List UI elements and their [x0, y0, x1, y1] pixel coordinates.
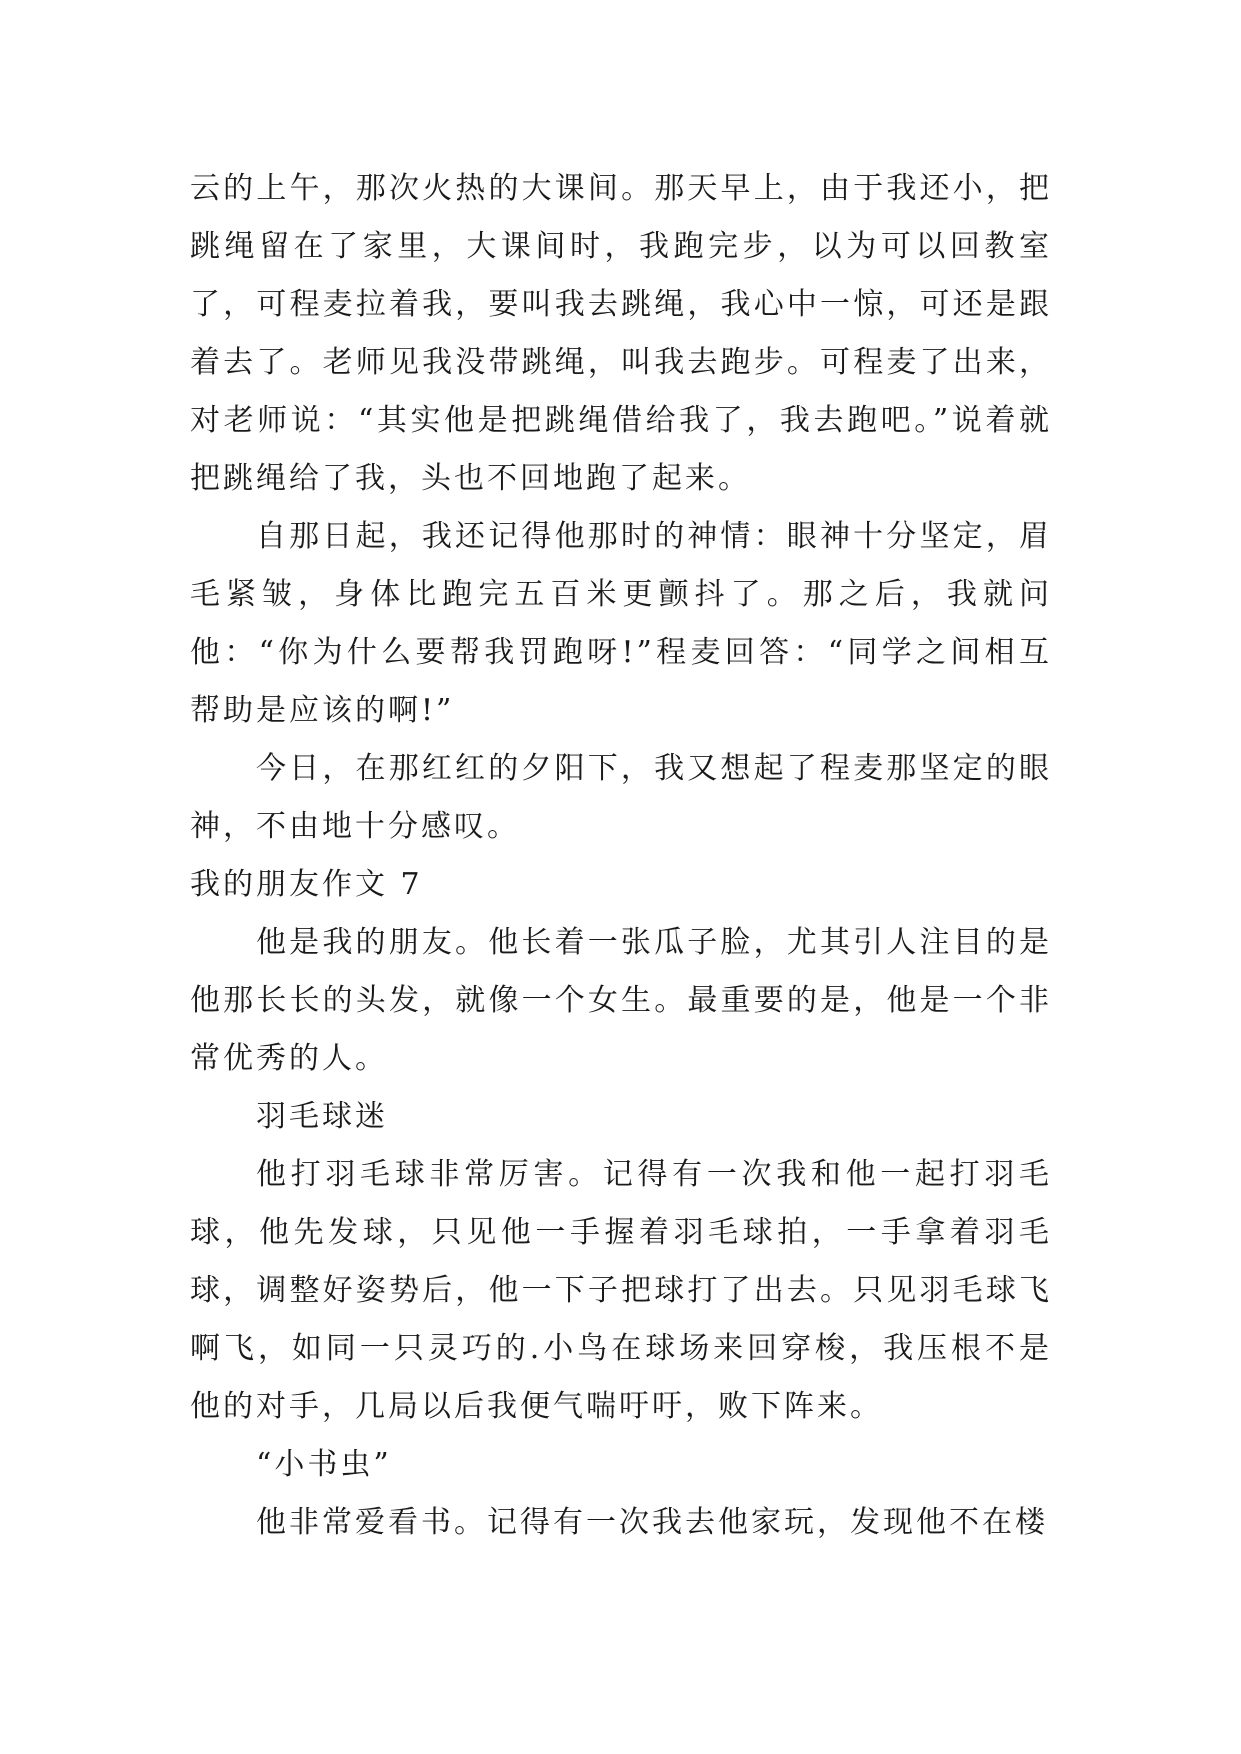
- paragraph-friend-intro: 他是我的朋友。他长着一张瓜子脸，尤其引人注目的是他那长长的头发，就像一个女生。最重要的是，他是一个非常优秀的人。: [190, 925, 1052, 1076]
- paragraph-sunset-reflection: 今日，在那红红的夕阳下，我又想起了程麦那坚定的眼神，不由地十分感叹。: [190, 751, 1052, 844]
- paragraph-recollection: 自那日起，我还记得他那时的神情：眼神十分坚定，眉毛紧皱，身体比跑完五百米更颤抖了。那之后，我就问他：“你为什么要帮我罚跑呀!”程麦回答：“同学之间相互帮助是应该的啊!”: [190, 519, 1052, 728]
- paragraph-badminton: 他打羽毛球非常厉害。记得有一次我和他一起打羽毛球，他先发球，只见他一手握着羽毛球拍，一手拿着羽毛球，调整好姿势后，他一下子把球打了出去。只见羽毛球飞啊飞，如同一只灵巧的.小鸟在球场来回穿梭，我压根不是他的对手，几局以后我便气喘吁吁，败下阵来。: [190, 1157, 1052, 1424]
- section-heading-bookworm: “小书虫”: [256, 1447, 392, 1482]
- document-body: [190, 160, 1052, 1552]
- paragraph-friend-story-ending: 云的上午，那次火热的大课间。那天早上，由于我还小，把跳绳留在了家里，大课间时，我跑完步，以为可以回教室了，可程麦拉着我，要叫我去跳绳，我心中一惊，可还是跟着去了。老师见我没带跳绳，叫我去跑步。可程麦了出来，对老师说：“其实他是把跳绳借给我了，我去跑吧。”说着就把跳绳给了我，头也不回地跑了起来。: [190, 171, 1052, 496]
- essay-title: 我的朋友作文 7: [190, 867, 423, 902]
- paragraph-bookworm: 他非常爱看书。记得有一次我去他家玩，发现他不在楼: [256, 1505, 1048, 1540]
- section-heading-badminton: 羽毛球迷: [256, 1099, 388, 1134]
